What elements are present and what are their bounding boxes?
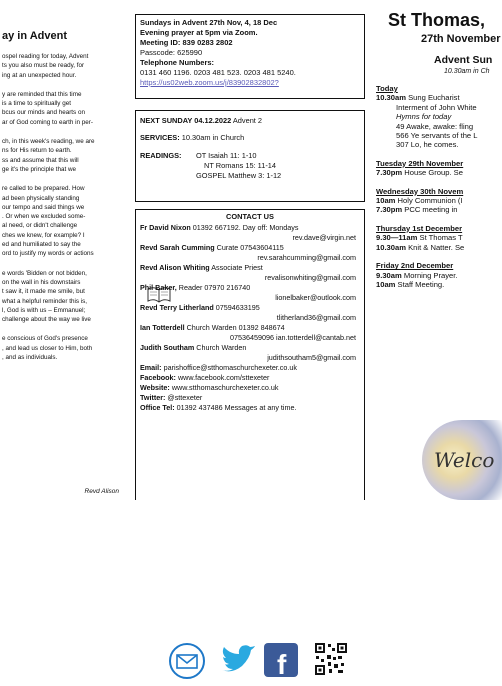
tuesday-lines [376, 168, 500, 177]
reflection-body [2, 52, 123, 362]
reflection-line: ed and humiliated to say the [2, 241, 81, 249]
contact-icons [136, 642, 366, 686]
today-section [376, 84, 500, 150]
reflection-line: . Or when we excluded some- [2, 213, 86, 221]
reflection-line: ns for His return to earth. [2, 147, 72, 155]
schedule-time: 10am [376, 196, 396, 206]
schedule-text: St Thomas T [417, 233, 463, 243]
twitter-icon[interactable] [218, 642, 258, 682]
today-heading: Today [376, 84, 398, 93]
contact-detail: Church Warden [194, 343, 247, 352]
next-sunday-box [135, 110, 365, 202]
contact-detail: Church Warden 01392 848674 [184, 323, 285, 332]
next-sunday-heading: NEXT SUNDAY 04.12.2022 [140, 116, 232, 125]
reflection-line: ss and assume that this will [2, 156, 79, 164]
contact-detail: @sttexeter [165, 393, 203, 402]
schedule-line: Hymns for today [396, 112, 452, 122]
reflection-line: ches we knew, for example? I [2, 231, 85, 239]
contact-detail: www.stthomaschurchexeter.co.uk [169, 383, 279, 392]
contact-line [140, 393, 360, 403]
reflection-line: re called to be prepared. How [2, 185, 85, 193]
contact-name: Revd Alison Whiting [140, 263, 210, 272]
reflection-line: l, God is with us – Emmanuel; [2, 306, 86, 314]
contact-line: 07536459096 ian.totterdell@cantab.net [230, 333, 356, 342]
schedule-time: 10am [376, 279, 396, 289]
contact-line [140, 403, 360, 413]
contact-line [140, 323, 360, 333]
schedule-line [376, 196, 500, 205]
schedule-time: 10.30am [376, 242, 406, 252]
reflection-paragraph [2, 52, 123, 80]
contact-name: Revd Sarah Cumming [140, 243, 215, 252]
contact-name: Office Tel: [140, 403, 175, 412]
schedule-time: 9.30—11am [376, 233, 418, 243]
contact-line: lionelbaker@outlook.com [275, 293, 356, 302]
reading-ot: OT Isaiah 11: 1-10 [196, 151, 257, 160]
advent-line2: Evening prayer at 5pm via Zoom. [140, 28, 258, 37]
info-column [135, 0, 365, 680]
reflection-paragraph [2, 184, 123, 258]
reflection-line: on the wall in his downstairs [2, 278, 81, 286]
contact-detail: 01392 437486 Messages at any time. [174, 403, 297, 412]
reflection-line: ch, in this week's reading, we are [2, 138, 95, 146]
schedule-text: Staff Meeting. [395, 279, 445, 289]
contact-line: rev.sarahcumming@gmail.com [257, 253, 356, 262]
advent-line1: Sundays in Advent 27th Nov, 4, 18 Dec [140, 18, 278, 27]
schedule-line [376, 271, 500, 280]
reflection-line: ge it's the principle that we [2, 165, 77, 173]
contact-name: Phil Baker, [140, 283, 177, 292]
schedule-time: 7.30pm [376, 205, 403, 215]
schedule-line: 566 Ye servants of the L [396, 131, 478, 141]
reading-gospel: GOSPEL Matthew 3: 1-12 [196, 171, 282, 180]
contact-detail: parishoffice@stthomaschurchexeter.co.uk [161, 363, 297, 372]
contact-line: tlitherland36@gmail.com [276, 313, 356, 322]
reflection-signature: Revd Alison [84, 488, 119, 495]
schedule-text: Sung Eucharist [405, 93, 460, 103]
service-date: 27th November [421, 33, 501, 45]
thursday-heading: Thursday 1st December [376, 223, 463, 233]
contact-heading: CONTACT US [226, 212, 274, 221]
reflection-line: is a time to spiritually get [2, 100, 71, 108]
reflection-line: e conscious of God's presence [2, 335, 88, 343]
reflection-column [0, 0, 127, 500]
reflection-line: t saw it, it made me smile, but [2, 288, 85, 296]
readings-list [196, 151, 281, 181]
reflection-line: what a helpful reminder this is, [2, 297, 88, 305]
phones: 0131 460 1196. 0203 481 523. 0203 481 5240. [140, 68, 296, 77]
contact-line: rev.dave@virgin.net [292, 233, 356, 242]
schedule-line: 49 Awake, awake: fling [396, 121, 474, 131]
meeting-id: Meeting ID: 839 0283 2802 [140, 38, 233, 47]
church-title: St Thomas, [388, 10, 486, 30]
next-sunday-heading-tail: Advent 2 [231, 116, 263, 125]
phones-label: Telephone Numbers: [140, 58, 215, 67]
service-subtitle-time: 10.30am in Ch [444, 68, 490, 75]
schedule-line [376, 280, 500, 289]
svg-text:f: f [277, 649, 287, 680]
reflection-paragraph [2, 90, 123, 127]
reflection-line: ing at an unexpected hour. [2, 71, 77, 79]
welcome-banner-image [422, 420, 502, 500]
schedule-line: 307 Lo, he comes. [396, 140, 459, 150]
reflection-paragraph [2, 269, 123, 325]
reflection-line: ts you also must be ready, for [2, 62, 85, 70]
today-lines [376, 93, 500, 149]
contact-name: Judith Southam [140, 343, 195, 352]
facebook-icon[interactable] [263, 642, 299, 678]
contact-line [140, 363, 360, 373]
reflection-line: , and lead us closer to Him, both [2, 344, 93, 352]
schedule-time: 10.30am [376, 93, 406, 103]
zoom-link[interactable]: https://us02web.zoom.us/j/83902832802? [140, 78, 279, 87]
contact-detail: Curate 07543604115 [214, 243, 284, 252]
contact-line [140, 243, 360, 253]
reflection-line: , and as individuals. [2, 354, 58, 362]
schedule-line [376, 243, 500, 252]
services-value: 10.30am in Church [181, 133, 245, 142]
thursday-lines [376, 233, 500, 252]
reflection-line: e words 'Bidden or not bidden, [2, 269, 87, 277]
schedule-text: Knit & Natter. Se [405, 242, 465, 252]
contact-line [140, 263, 360, 273]
reflection-line: our tempo and said things we [2, 203, 85, 211]
schedule-text: Morning Prayer. [401, 270, 458, 280]
contact-name: Email: [140, 363, 162, 372]
advent-zoom-box [135, 14, 365, 99]
reflection-line: al need, or didn't challenge [2, 222, 78, 230]
friday-lines [376, 271, 500, 290]
reflection-line: y are reminded that this time [2, 90, 82, 98]
wednesday-heading: Wednesday 30th Novem [376, 186, 464, 196]
schedule-text: PCC meeting in [402, 205, 458, 215]
schedule-line [376, 205, 500, 214]
contact-line [140, 303, 360, 313]
qr-code-icon[interactable] [314, 642, 348, 676]
passcode: Passcode: 625990 [140, 48, 203, 57]
reflection-line: ospel reading for today, Advent [2, 53, 89, 60]
reading-nt: NT Romans 15: 11-14 [204, 161, 277, 170]
contact-detail: Reader 07970 216740 [176, 283, 251, 292]
reflection-line: ord to justify my words or actions [2, 250, 94, 258]
contact-line [140, 343, 360, 353]
contact-name: Website: [140, 383, 170, 392]
contact-box [135, 209, 365, 680]
schedule-line [376, 93, 500, 102]
welcome-text: Welco [434, 448, 495, 472]
reflection-line: challenge about the way we live [2, 316, 91, 324]
schedule-line [376, 233, 500, 242]
contact-name: Fr David Nixon [140, 223, 191, 232]
contact-line [140, 373, 360, 383]
reflection-title: ay in Advent [2, 30, 67, 42]
contact-line [140, 223, 360, 233]
contact-name: Twitter: [140, 393, 166, 402]
contact-detail: 07594633195 [213, 303, 260, 312]
schedule-line [376, 168, 500, 177]
reflection-paragraph [2, 137, 123, 174]
notices-column [372, 0, 500, 500]
schedule-time: 7.30pm [376, 168, 403, 178]
reflection-line: ad been physically standing [2, 194, 80, 202]
contact-name: Revd Terry Litherland [140, 303, 214, 312]
schedule-text: Holy Communion (I [395, 196, 463, 206]
reflection-line: ar of God coming to earth in per- [2, 118, 94, 126]
friday-heading: Friday 2nd December [376, 261, 454, 271]
tuesday-section [376, 159, 500, 178]
contact-detail: 01392 667192. Day off: Mondays [190, 223, 299, 232]
contact-detail: Associate Priest [209, 263, 263, 272]
wednesday-section [376, 187, 500, 215]
contact-name: Facebook: [140, 373, 176, 382]
contact-line: judithsoutham5@gmail.com [267, 353, 356, 362]
schedule-text: House Group. Se [402, 168, 463, 178]
readings-label: READINGS: [140, 151, 182, 160]
friday-section [376, 261, 500, 289]
schedule-line: Interment of John White [396, 102, 477, 112]
wednesday-lines [376, 196, 500, 215]
email-phone-icon[interactable] [168, 642, 206, 680]
services-label: SERVICES: [140, 133, 180, 142]
contact-list [140, 223, 360, 413]
contact-line [140, 283, 360, 293]
schedule-time: 9.30am [376, 270, 402, 280]
contact-detail: www.facebook.com/sttexeter [175, 373, 270, 382]
thursday-section [376, 224, 500, 252]
tuesday-heading: Tuesday 29th November [376, 158, 464, 168]
contact-name: Ian Totterdell [140, 323, 185, 332]
contact-line: revalisonwhiting@gmail.com [264, 273, 356, 282]
contact-line [140, 383, 360, 393]
reflection-line: bcus our minds and hearts on [2, 109, 85, 117]
reflection-paragraph [2, 334, 123, 362]
service-subtitle: Advent Sun [434, 54, 493, 66]
